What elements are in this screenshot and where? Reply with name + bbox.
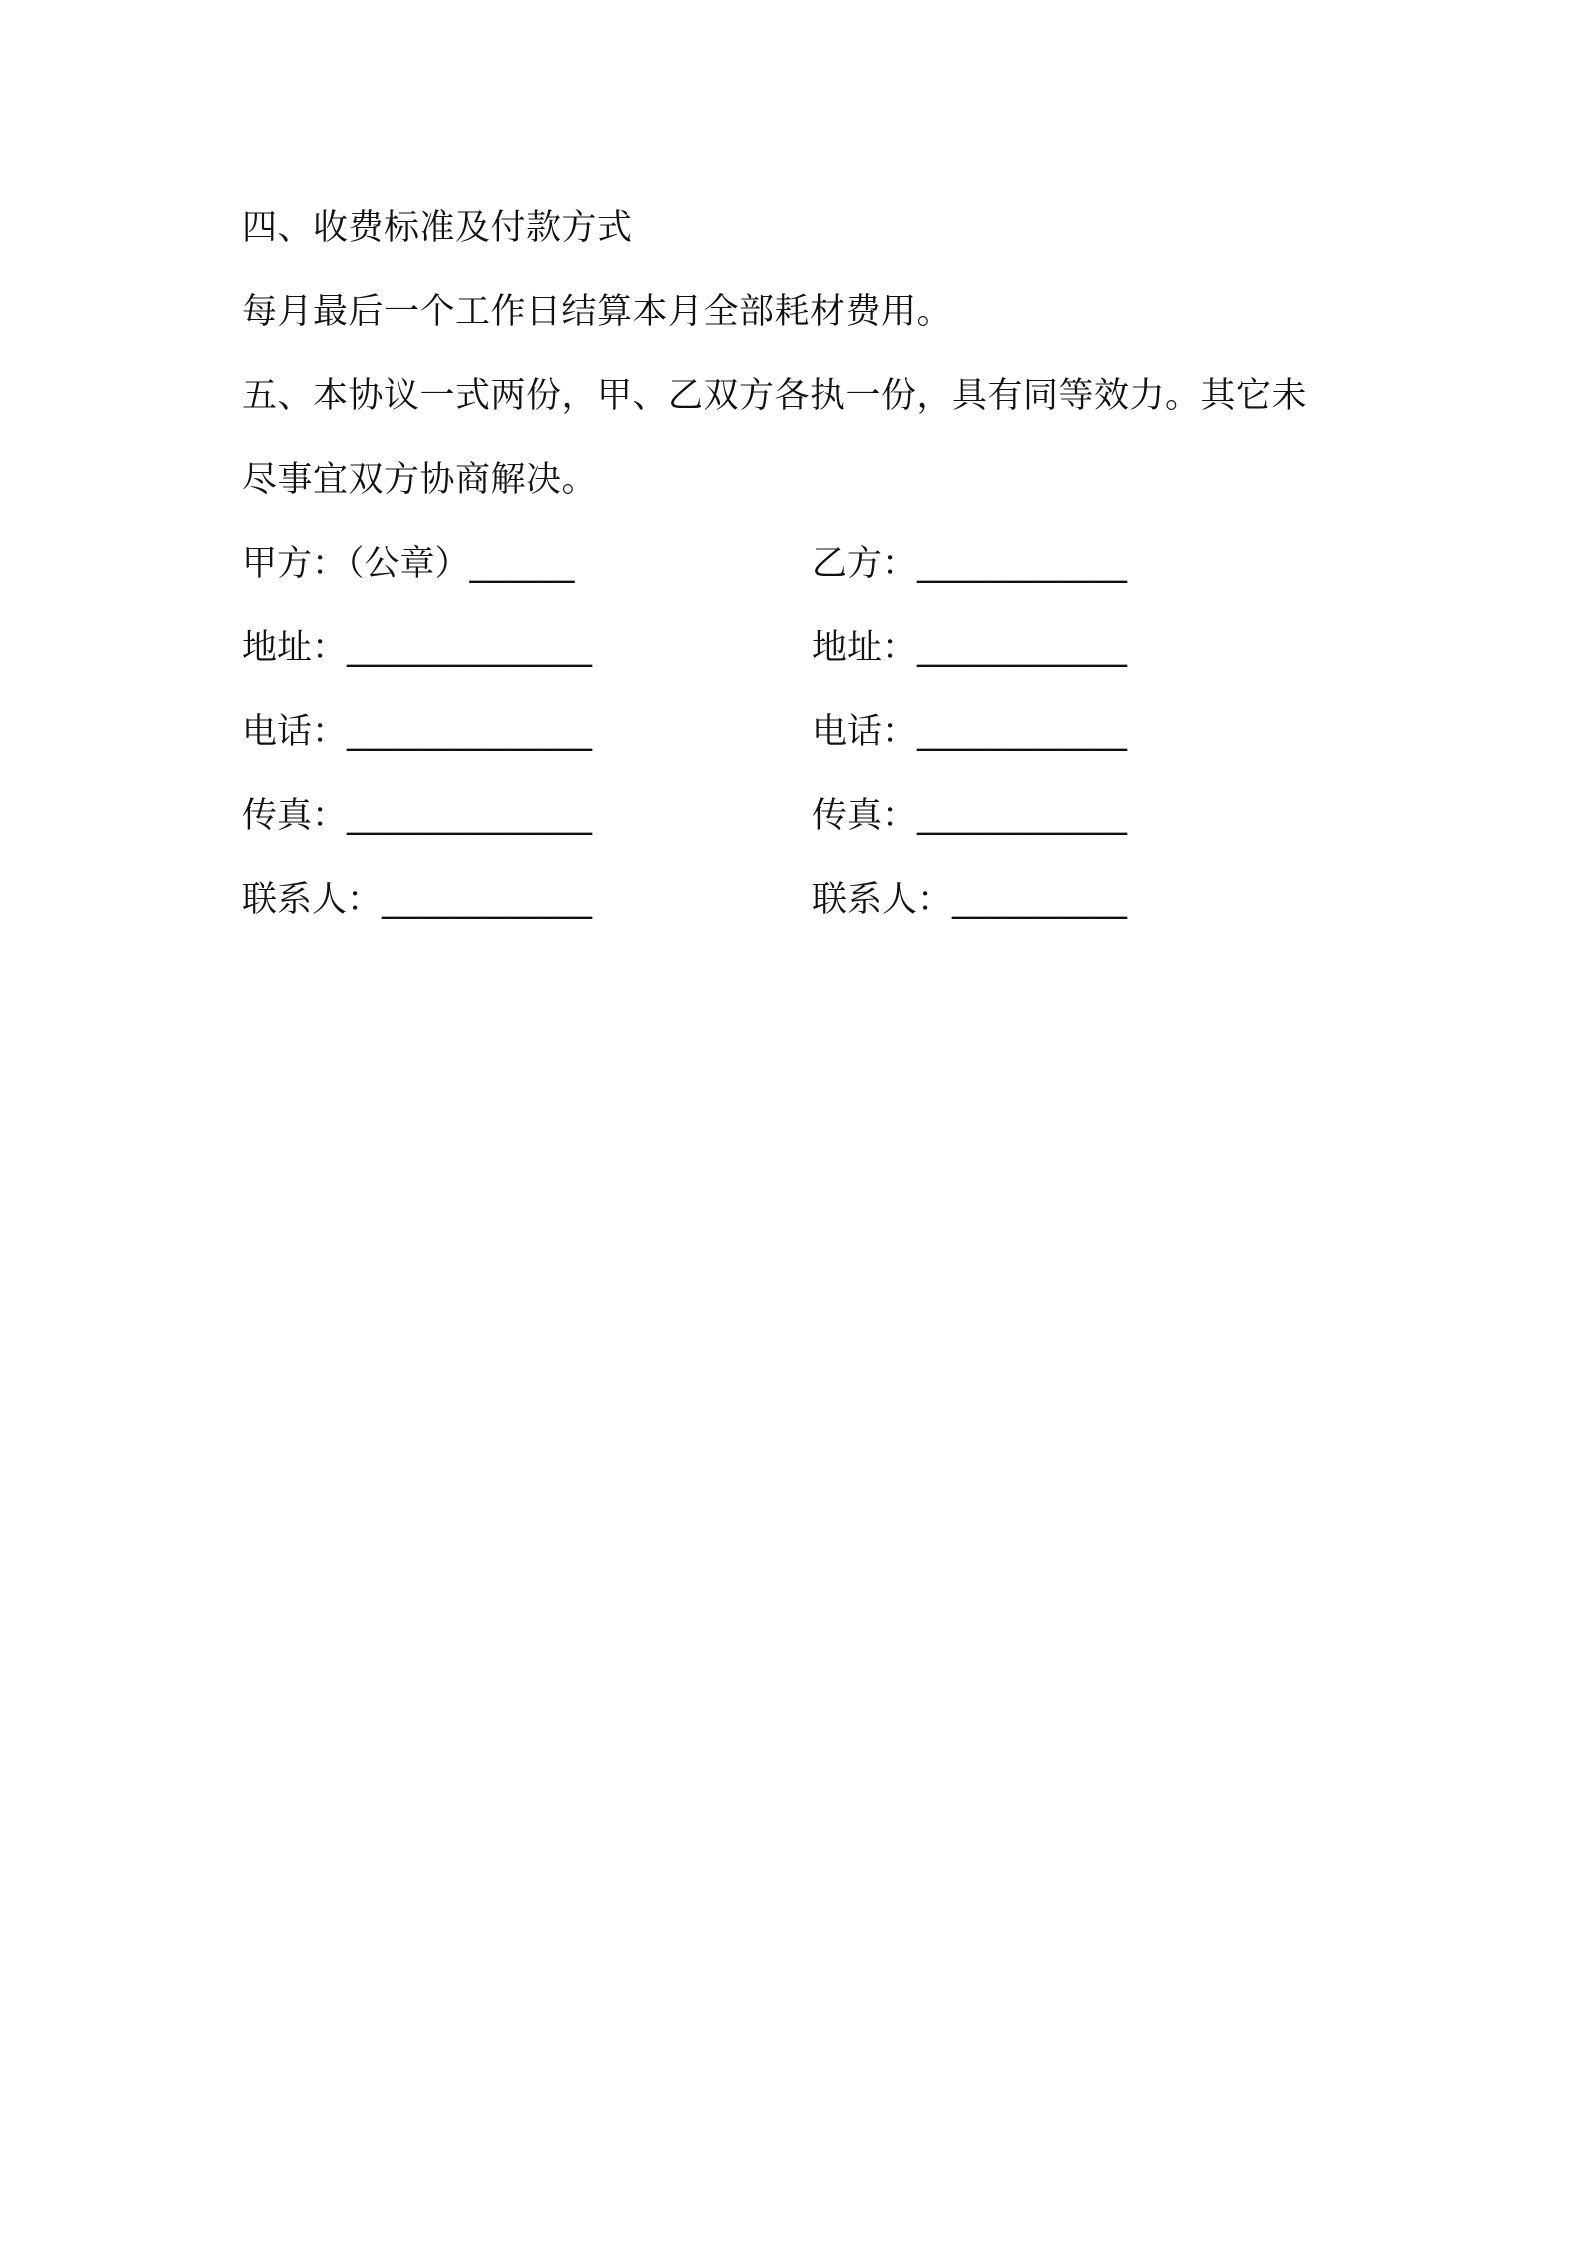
section-4-heading: 四、收费标准及付款方式: [242, 208, 633, 248]
signature-row-contact: [242, 876, 1342, 924]
signature-row-phone: [242, 708, 1342, 756]
party-a-name-field: 甲方：（公章）______: [242, 544, 575, 584]
signature-row-name: [242, 540, 1342, 588]
section-4-text: 每月最后一个工作日结算本月全部耗材费用。: [242, 292, 953, 332]
party-a-phone-field: 电话：______________: [242, 712, 593, 752]
signature-row-address: [242, 624, 1342, 672]
party-b-address-field: 地址：____________: [812, 628, 1128, 668]
party-b-name-field: 乙方：____________: [812, 544, 1128, 584]
party-b-phone-field: 电话：____________: [812, 712, 1128, 752]
party-a-contact-field: 联系人：____________: [242, 880, 593, 920]
party-a-fax-field: 传真：______________: [242, 796, 593, 836]
party-a-address-field: 地址：______________: [242, 628, 593, 668]
section-5-line-2: 尽事宜双方协商解决。: [242, 460, 598, 500]
section-5-line-1: 五、本协议一式两份，甲、乙双方各执一份，具有同等效力。其它未: [242, 376, 1308, 416]
signature-row-fax: [242, 792, 1342, 840]
party-b-fax-field: 传真：____________: [812, 796, 1128, 836]
party-b-contact-field: 联系人：__________: [812, 880, 1128, 920]
